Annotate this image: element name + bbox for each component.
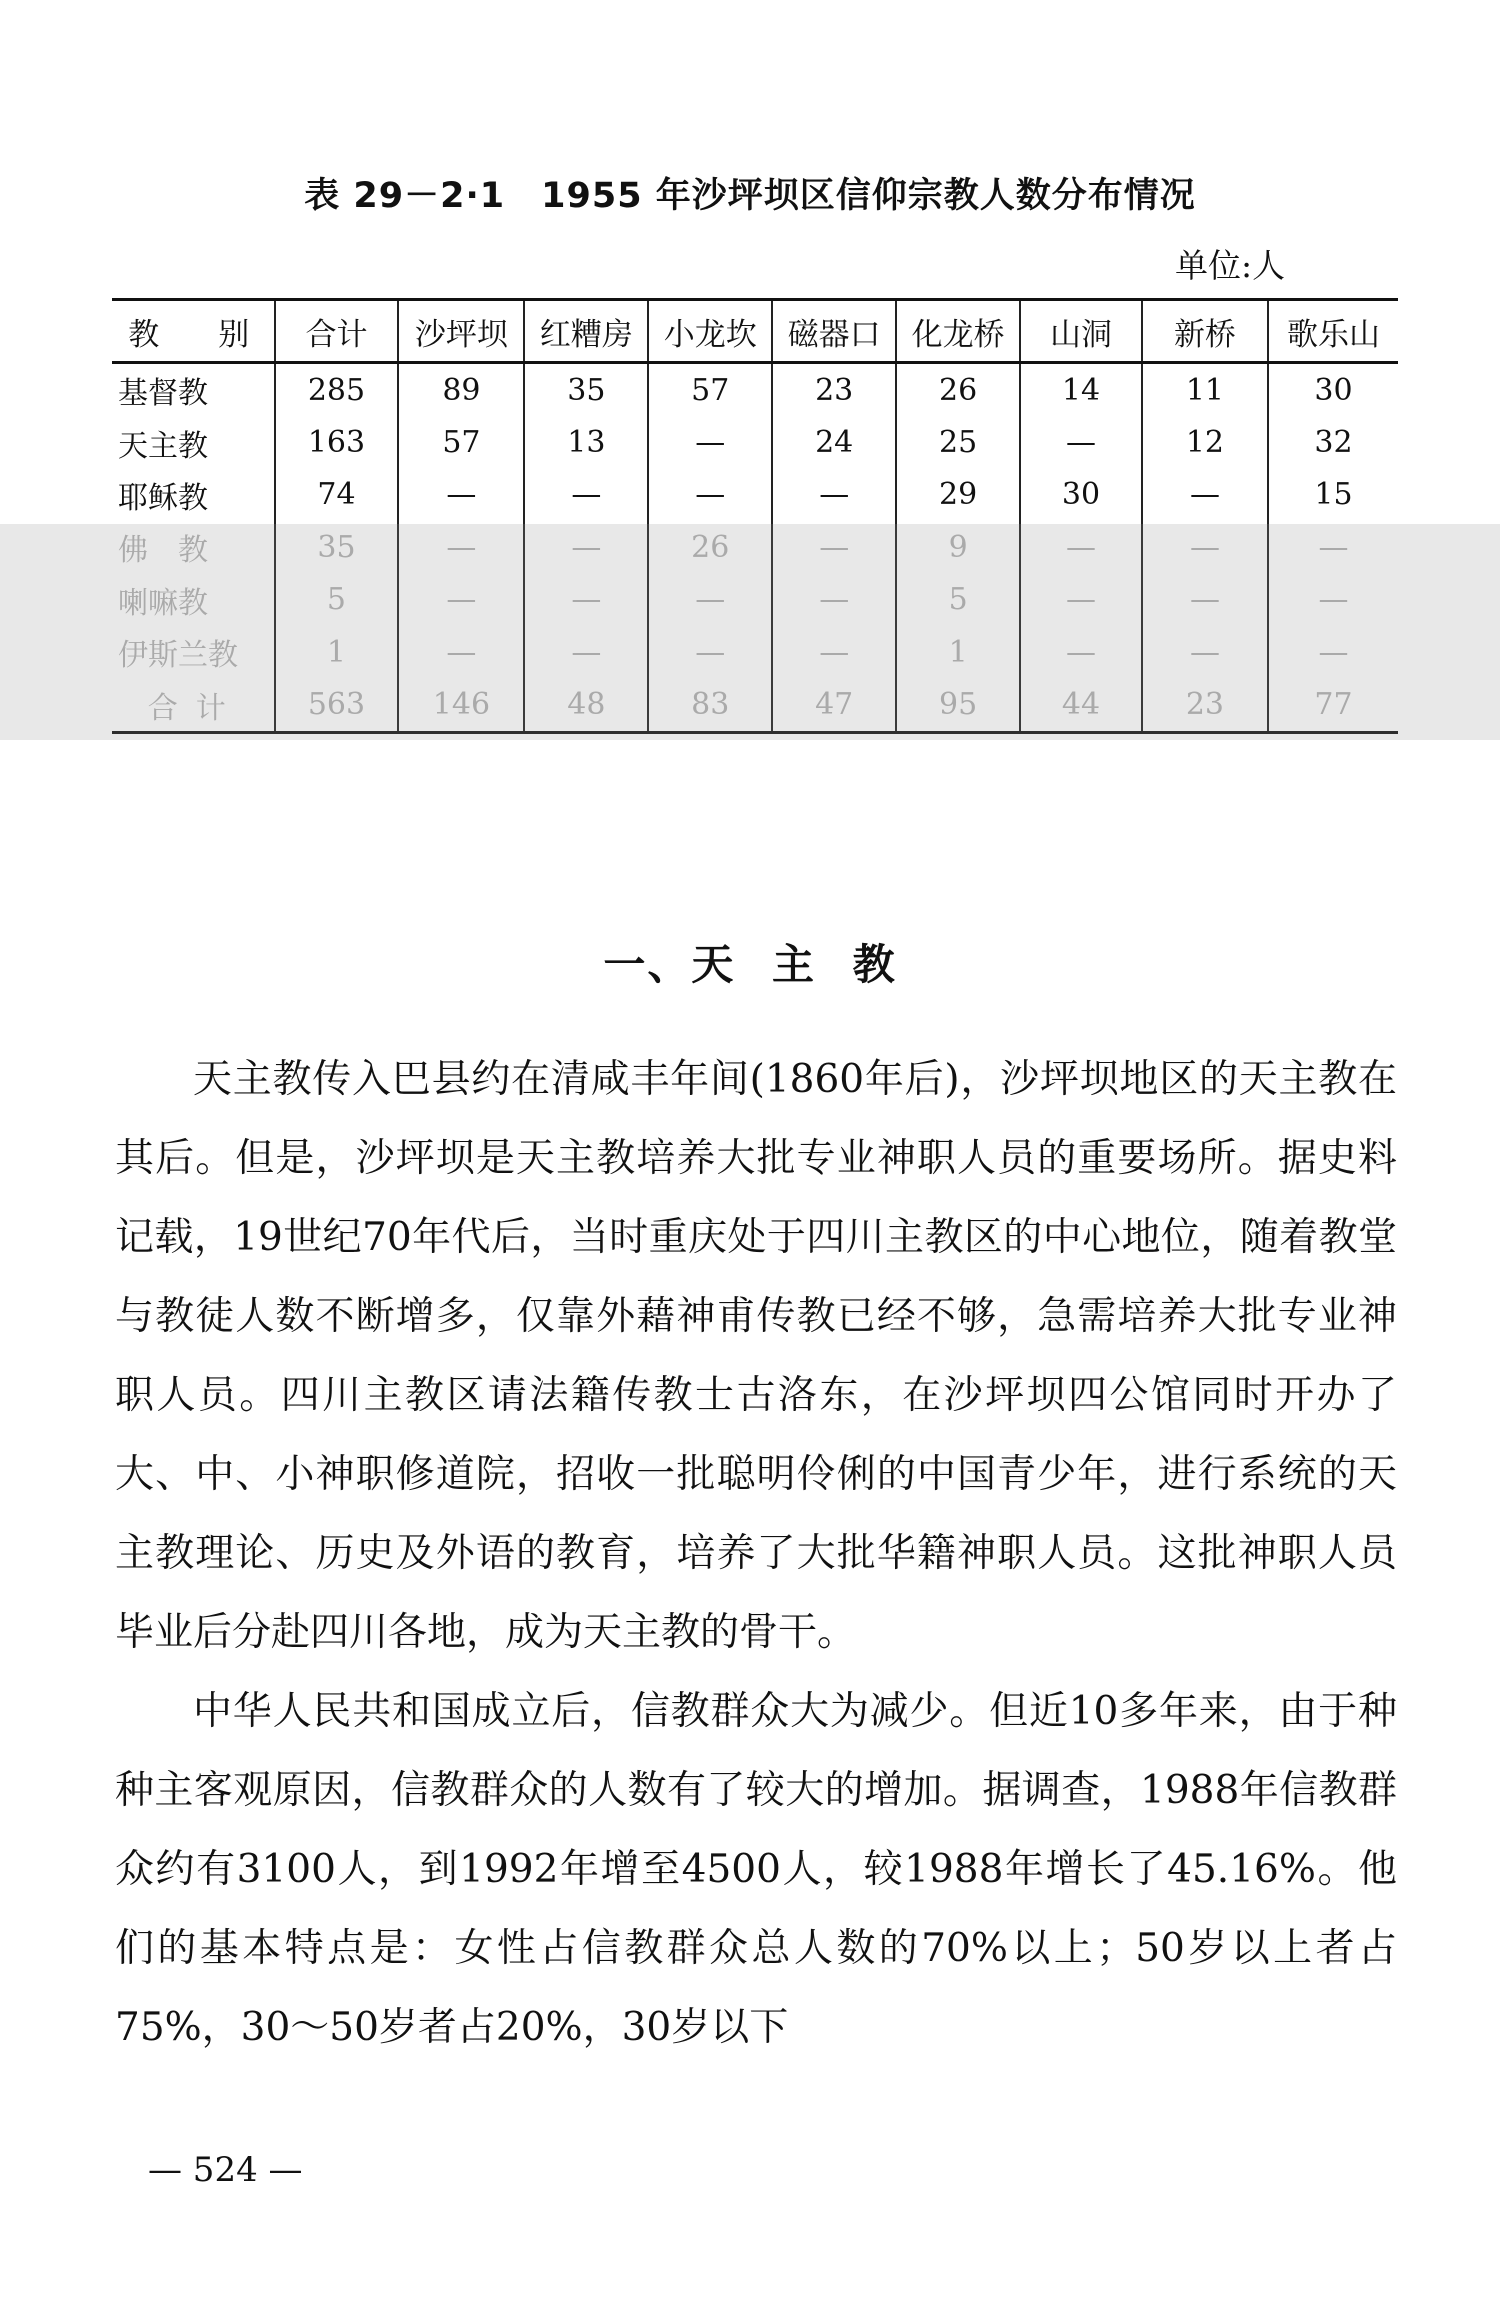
table-cell: 77 (1268, 678, 1398, 732)
table-header-row (112, 300, 1398, 363)
table-cell: 48 (524, 678, 648, 732)
table-cell: — (524, 626, 648, 678)
table-cell: — (524, 521, 648, 573)
table-total-row (112, 678, 1398, 732)
table-cell: 563 (275, 678, 399, 732)
table-cell: 基督教 (118, 376, 208, 412)
table-cell: 24 (772, 416, 896, 468)
table-cell: — (524, 574, 648, 626)
table-cell: — (1020, 521, 1142, 573)
table-cell: 喇嘛教 (118, 585, 208, 621)
table-cell: 285 (275, 363, 399, 417)
table-caption: 表 29－2·1 1955 年沙坪坝区信仰宗教人数分布情况 (304, 176, 1196, 216)
table-row (112, 626, 1398, 678)
paragraph: 天主教传入巴县约在清咸丰年间(1860年后)，沙坪坝地区的天主教在其后。但是，沙坪坝是天主教培养大批专业神职人员的重要场所。据史料记载，19世纪70年代后，当时重庆处于四川主教区的中心地位，随着教堂与教徒人数不断增多，仅靠外藉神甫传教已经不够，急需培养大批专业神职人员。四川主教区请法籍传教士古洛东，在沙坪坝四公馆同时开办了大、中、小神职修道院，招收一批聪明伶俐的中国青少年，进行系统的天主教理论、历史及外语的教育，培养了大批华籍神职人员。这批神职人员毕业后分赴四川各地，成为天主教的骨干。 (115, 1057, 1397, 1655)
paragraph: 中华人民共和国成立后，信教群众大为减少。但近10多年来，由于种种主客观原因，信教群众的人数有了较大的增加。据调查，1988年信教群众约有3100人，到1992年增至4500人，较1988年增长了45.16%。他们的基本特点是：女性占信教群众总人数的70%以上；50岁以上者占75%，30～50岁者占20%，30岁以下 (115, 1689, 1397, 2050)
section-title: 一、天 主 教 (603, 940, 897, 989)
table-cell: — (648, 626, 772, 678)
header-hongzaofang: 红糟房 (524, 300, 648, 363)
table-cell: 5 (896, 574, 1020, 626)
table-cell: — (1142, 469, 1268, 521)
table-cell: 合计 (112, 678, 275, 732)
table-cell: 1 (275, 626, 399, 678)
table-cell: 5 (275, 574, 399, 626)
table-cell: 146 (398, 678, 524, 732)
table-cell: 29 (896, 469, 1020, 521)
table-cell: 耶稣教 (118, 480, 208, 516)
table-cell: — (1020, 574, 1142, 626)
header-hualongqiao: 化龙桥 (896, 300, 1020, 363)
table-cell: — (1142, 574, 1268, 626)
table-cell: — (398, 626, 524, 678)
header-shandong: 山洞 (1020, 300, 1142, 363)
table-cell: 44 (1020, 678, 1142, 732)
table-unit: 单位:人 (1175, 246, 1286, 285)
table-cell: 14 (1020, 363, 1142, 417)
table-cell: — (772, 626, 896, 678)
table-cell: 26 (648, 521, 772, 573)
header-shapingba: 沙坪坝 (398, 300, 524, 363)
table-row (112, 416, 1398, 468)
table-cell: 23 (772, 363, 896, 417)
table-cell: — (398, 469, 524, 521)
table-cell: — (1268, 626, 1398, 678)
table-cell: 89 (398, 363, 524, 417)
table-cell: 伊斯兰教 (118, 638, 238, 674)
table-cell: — (1268, 521, 1398, 573)
table-cell: — (1268, 574, 1398, 626)
table-cell: 30 (1268, 363, 1398, 417)
table-row (112, 574, 1398, 626)
table-cell: 佛 教 (118, 533, 208, 569)
body-text (115, 1040, 1397, 2067)
table-cell: — (648, 416, 772, 468)
table-cell: 95 (896, 678, 1020, 732)
table-cell: — (524, 469, 648, 521)
table-cell: 25 (896, 416, 1020, 468)
table-cell: 74 (275, 469, 399, 521)
table-cell: — (772, 469, 896, 521)
table-cell: 57 (398, 416, 524, 468)
table-cell: 1 (896, 626, 1020, 678)
table-cell: 35 (275, 521, 399, 573)
header-total: 合计 (275, 300, 399, 363)
table-cell: — (1142, 521, 1268, 573)
header-gelesha: 歌乐山 (1268, 300, 1398, 363)
table-cell: 12 (1142, 416, 1268, 468)
table-cell: — (772, 574, 896, 626)
table-cell: 57 (648, 363, 772, 417)
header-xinqiao: 新桥 (1142, 300, 1268, 363)
header-ciqikou: 磁器口 (772, 300, 896, 363)
table-cell: — (1020, 416, 1142, 468)
table-cell: 35 (524, 363, 648, 417)
header-xiaolongkan: 小龙坎 (648, 300, 772, 363)
table-row (112, 521, 1398, 573)
table-cell: 83 (648, 678, 772, 732)
table-cell: — (398, 574, 524, 626)
table-row (112, 469, 1398, 521)
table-cell: 26 (896, 363, 1020, 417)
table-cell: — (648, 574, 772, 626)
table-cell: — (1142, 626, 1268, 678)
header-religion: 教 别 (112, 300, 275, 363)
table-cell: — (1020, 626, 1142, 678)
table-cell: 47 (772, 678, 896, 732)
table-cell: 32 (1268, 416, 1398, 468)
table-cell: — (772, 521, 896, 573)
table-cell: 15 (1268, 469, 1398, 521)
table-cell: 30 (1020, 469, 1142, 521)
table-row (112, 363, 1398, 417)
table-cell: 天主教 (118, 428, 208, 464)
religion-stats-table (112, 298, 1398, 734)
page-number: — 524 — (148, 2150, 303, 2190)
table-cell: 163 (275, 416, 399, 468)
table-cell: — (398, 521, 524, 573)
table-cell: 13 (524, 416, 648, 468)
table-cell: 23 (1142, 678, 1268, 732)
table-cell: 11 (1142, 363, 1268, 417)
table-cell: 9 (896, 521, 1020, 573)
table-cell: — (648, 469, 772, 521)
